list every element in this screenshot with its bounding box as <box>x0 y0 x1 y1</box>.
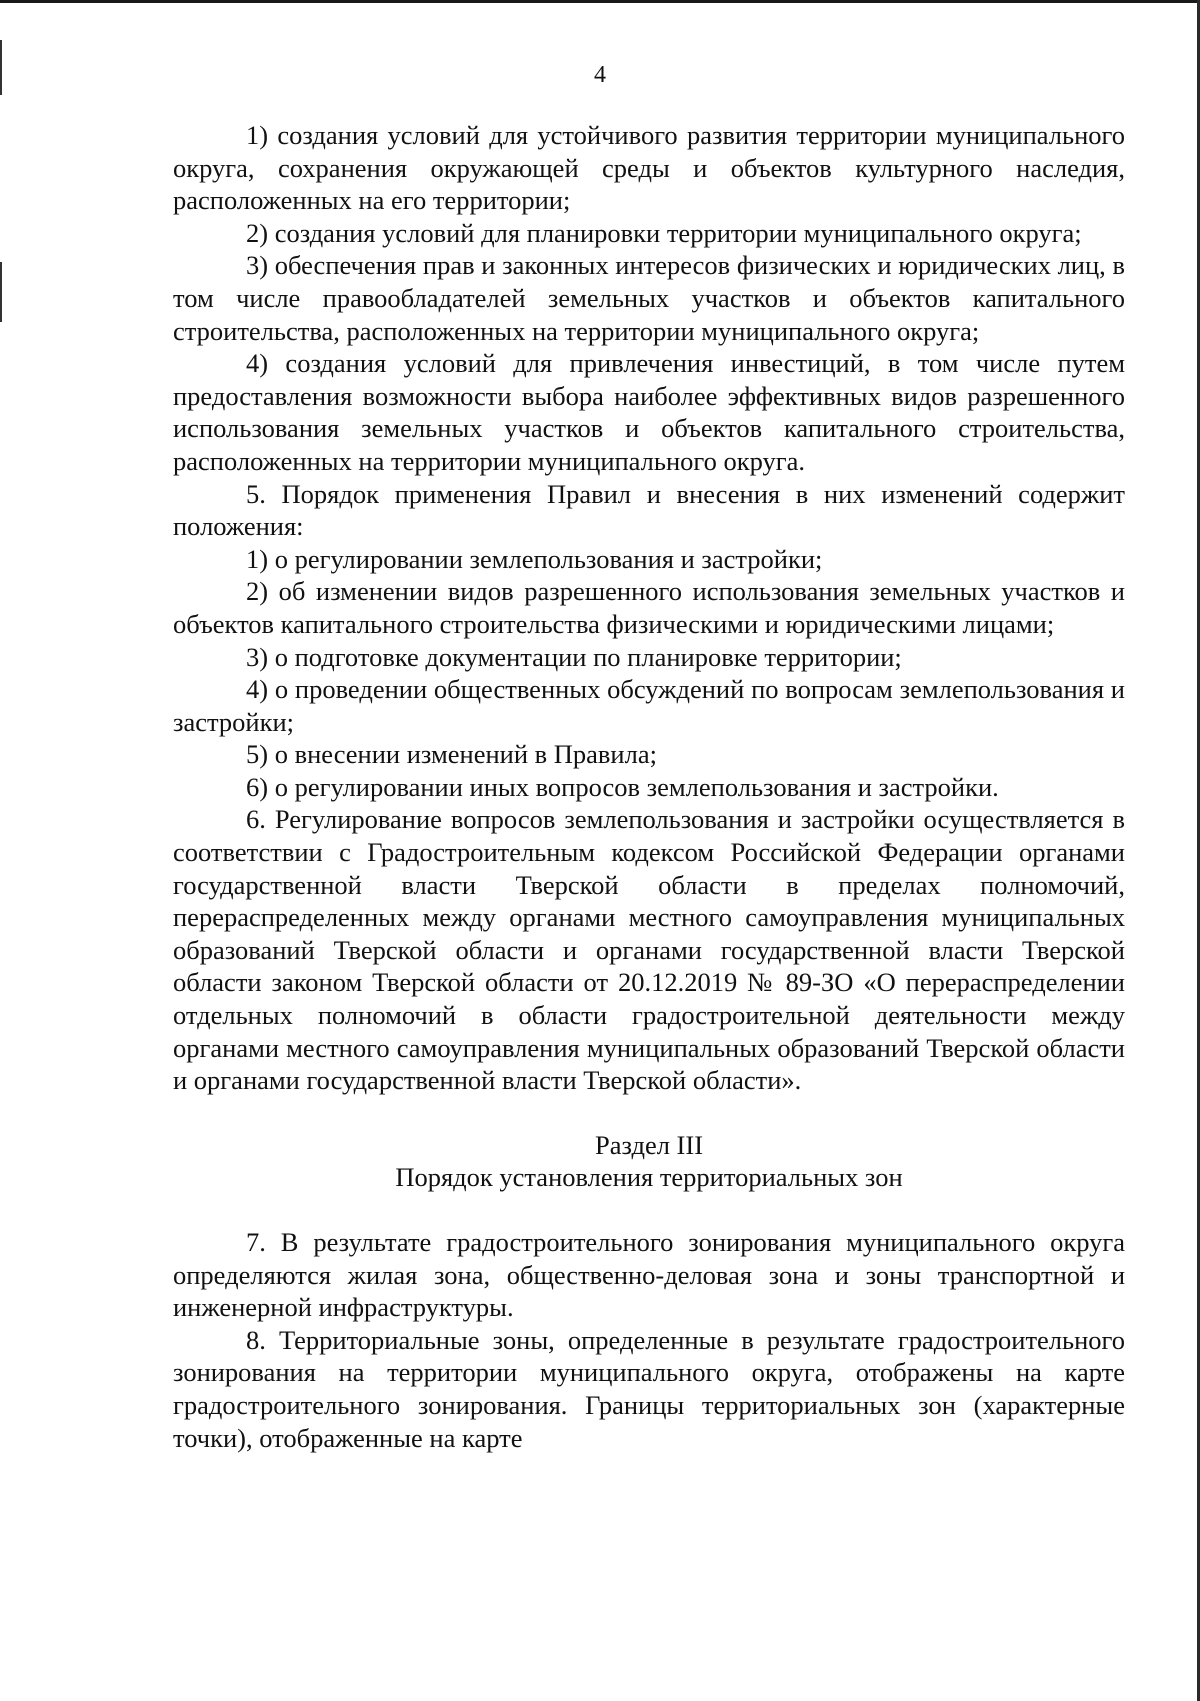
section-number: Раздел III <box>594 1129 704 1160</box>
paragraph: 5) о внесении изменений в Правила; <box>246 739 657 770</box>
spacer <box>173 1194 1125 1226</box>
paragraph: 7. В результате градостроительного зонирования муниципального округа определяются жилая зона, общественно-деловая зона и зоны транспортной и инженерной инфраструктуры. <box>173 1227 1125 1323</box>
paragraph: 6) о регулировании иных вопросов землепользования и застройки. <box>246 771 999 802</box>
paragraph: 4) о проведении общественных обсуждений по вопросам землепользования и застройки; <box>173 674 1125 737</box>
page-number: 4 <box>594 62 606 88</box>
spacer <box>173 1097 1125 1129</box>
paragraph: 3) о подготовке документации по планировке территории; <box>246 641 902 672</box>
scan-edge-left <box>0 262 2 322</box>
paragraph: 6. Регулирование вопросов землепользования и застройки осуществляется в соответствии с Градостроительным кодексом Российской Федерации органами государственной власти Тверской области в пределах полномочий, перераспределенных между органами местного самоуправления муниципальных образований Тверской области и органами государственной власти Тверской области законом Тверской области от 20.12.2019 № 89-ЗО «О перераспределении отдельных полномочий в области градостроительной деятельности между органами местного самоуправления муниципальных образований Тверской области и органами государственной власти Тверской области». <box>173 804 1125 1096</box>
paragraph: 2) об изменении видов разрешенного использования земельных участков и объектов капитального строительства физическими и юридическими лицами; <box>173 576 1125 639</box>
paragraph: 1) создания условий для устойчивого развития территории муниципального округа, сохранения окружающей среды и объектов культурного наследия, расположенных на его территории; <box>173 120 1125 216</box>
paragraph: 2) создания условий для планировки территории муниципального округа; <box>246 217 1082 248</box>
paragraph: 4) создания условий для привлечения инвестиций, в том числе путем предоставления возможности выбора наиболее эффективных видов разрешенного использования земельных участков и объектов капитального строительства, расположенных на территории муниципального округа. <box>173 348 1125 476</box>
scan-edge-top <box>0 0 1200 3</box>
document-body <box>173 119 1125 1454</box>
paragraph: 5. Порядок применения Правил и внесения в них изменений содержит положения: <box>173 478 1125 542</box>
paragraph: 1) о регулировании землепользования и застройки; <box>246 543 823 574</box>
paragraph: 3) обеспечения прав и законных интересов физических и юридических лиц, в том числе правообладателей земельных участков и объектов капитального строительства, расположенных на территории муниципального округа; <box>173 250 1125 346</box>
paragraph: 8. Территориальные зоны, определенные в результате градостроительного зонирования на территории муниципального округа, отображены на карте градостроительного зонирования. Границы территориальных зон (характерные точки), отображенные на карте <box>173 1324 1125 1453</box>
section-title: Порядок установления территориальных зон <box>395 1162 903 1193</box>
